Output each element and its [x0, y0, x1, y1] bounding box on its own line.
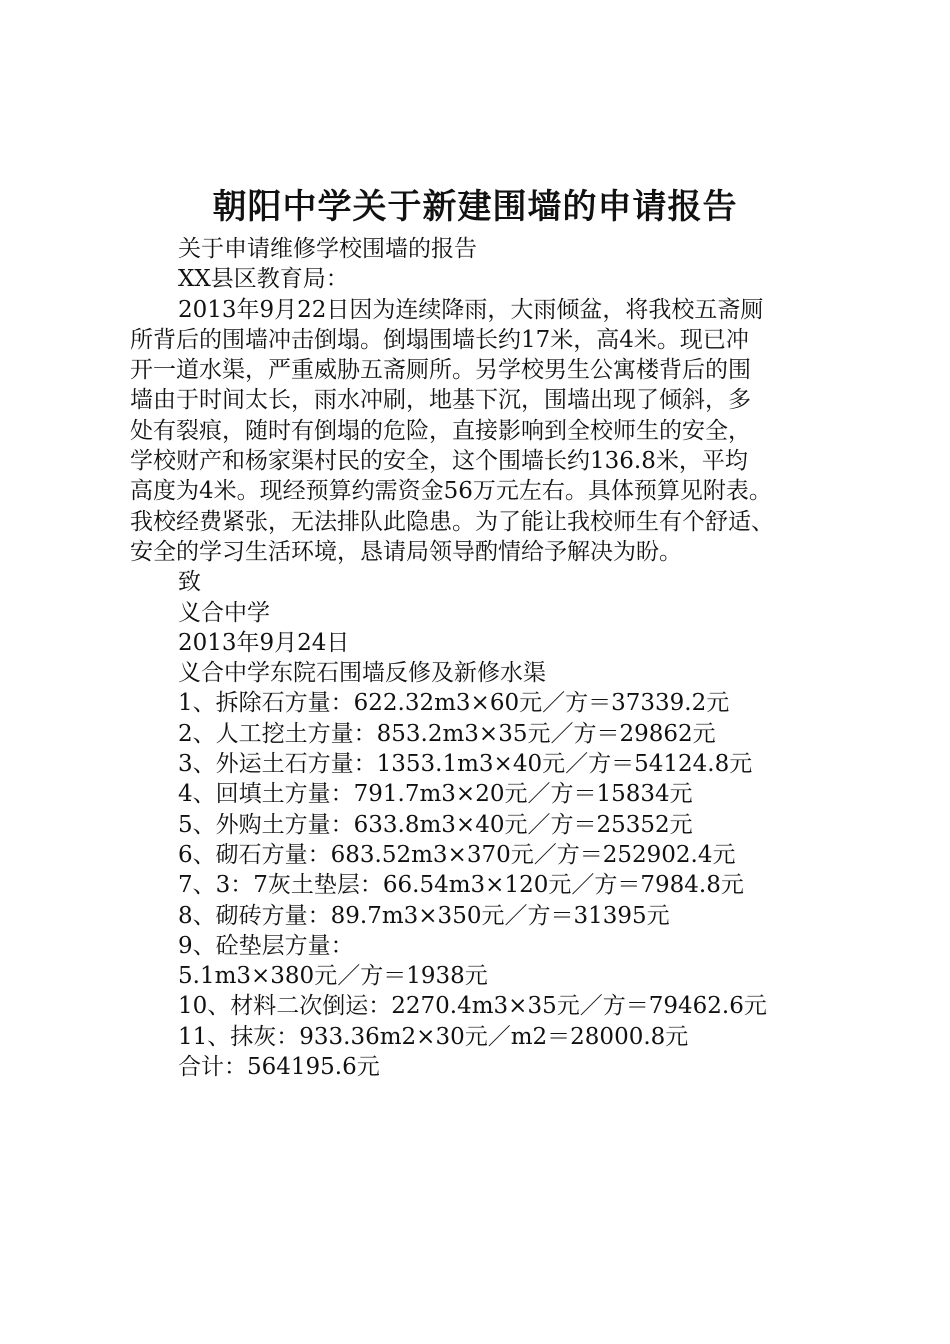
budget-item: 3、外运土石方量：1353.1m3×40元／方＝54124.8元 — [178, 751, 753, 778]
budget-item: 10、材料二次倒运：2270.4m3×35元／方＝79462.6元 — [178, 993, 767, 1020]
body-paragraph — [130, 295, 830, 568]
body-line: 墙由于时间太长，雨水冲刷，地基下沉，围墙出现了倾斜，多 — [130, 387, 751, 414]
body-line: 高度为4米。现经预算约需资金56万元左右。具体预算见附表。 — [130, 478, 772, 505]
report-subtitle: 关于申请维修学校围墙的报告 — [178, 236, 477, 262]
budget-item: 5.1m3×380元／方＝1938元 — [178, 963, 488, 990]
body-line: 我校经费紧张，无法排队此隐患。为了能让我校师生有个舒适、 — [130, 508, 774, 535]
body-line: 学校财产和杨家渠村民的安全，这个围墙长约136.8米，平均 — [130, 448, 748, 475]
budget-item: 5、外购土方量：633.8m3×40元／方＝25352元 — [178, 811, 693, 838]
body-line: 开一道水渠，严重威胁五斋厕所。另学校男生公寓楼背后的围 — [130, 357, 751, 384]
budget-item: 11、抹灰：933.36m2×30元／m2＝28000.8元 — [178, 1023, 689, 1050]
budget-item: 4、回填土方量：791.7m3×20元／方＝15834元 — [178, 781, 693, 808]
budget-item: 9、砼垫层方量： — [178, 932, 354, 959]
budget-item: 1、拆除石方量：622.32m3×60元／方＝37339.2元 — [178, 690, 730, 717]
body-line: 安全的学习生活环境，恳请局领导酌情给予解决为盼。 — [130, 538, 682, 565]
budget-item: 6、砌石方量：683.52m3×370元／方＝252902.4元 — [178, 841, 736, 868]
budget-item: 2、人工挖土方量：853.2m3×35元／方＝29862元 — [178, 720, 716, 747]
document-title: 朝阳中学关于新建围墙的申请报告 — [212, 187, 738, 227]
budget-item: 7、3：7灰土垫层：66.54m3×120元／方＝7984.8元 — [178, 872, 744, 899]
budget-title: 义合中学东院石围墙反修及新修水渠 — [178, 660, 546, 687]
document-body — [130, 234, 830, 1082]
budget-item: 8、砌砖方量：89.7m3×350元／方＝31395元 — [178, 902, 670, 929]
sender-line: 义合中学 — [178, 599, 270, 626]
recipient-line: XX县区教育局： — [178, 266, 349, 293]
closing-line: 致 — [178, 569, 201, 596]
date-line: 2013年9月24日 — [178, 629, 350, 656]
budget-total: 合计：564195.6元 — [178, 1054, 380, 1081]
body-line: 2013年9月22日因为连续降雨，大雨倾盆，将我校五斋厕 — [178, 296, 764, 323]
body-line: 处有裂痕，随时有倒塌的危险，直接影响到全校师生的安全， — [130, 417, 751, 444]
body-line: 所背后的围墙冲击倒塌。倒塌围墙长约17米，高4米。现已冲 — [130, 326, 749, 353]
